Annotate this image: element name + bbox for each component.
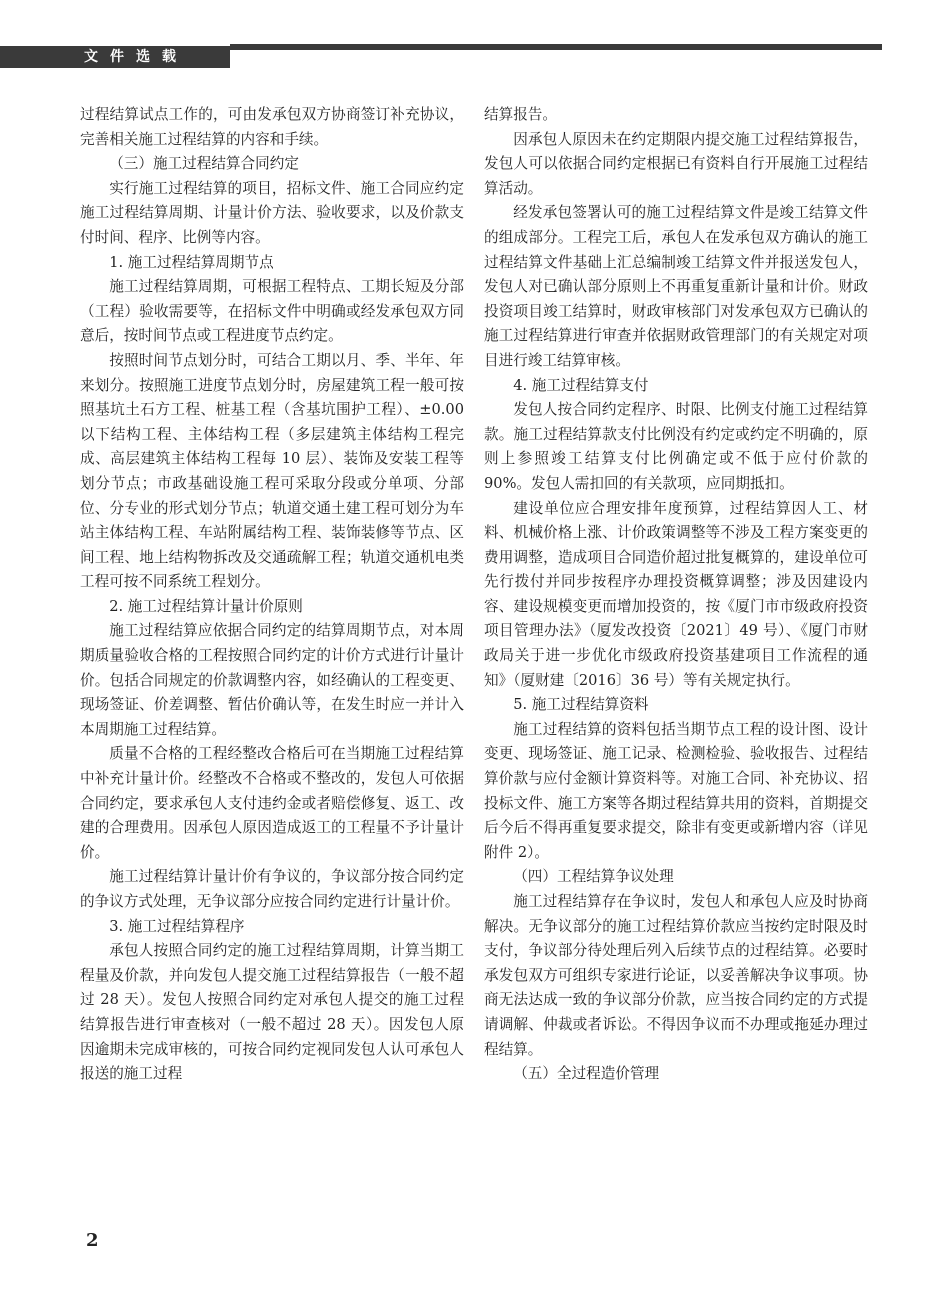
paragraph: 施工过程结算周期，可根据工程特点、工期长短及分部（工程）验收需要等，在招标文件中明确或经发承包双方同意后，按时间节点或工程进度节点约定。: [80, 278, 464, 345]
paragraph: 质量不合格的工程经整改合格后可在当期施工过程结算中补充计量计价。经整改不合格或不整改的，发包人可依据合同约定，要求承包人支付违约金或者赔偿修复、返工、改建的合理费用。因承包人原因造成返工的工程量不予计量计价。: [80, 745, 464, 861]
left-column: [80, 103, 464, 1087]
paragraph: 5. 施工过程结算资料: [513, 696, 649, 714]
header-rule: [230, 44, 882, 50]
paragraph: 发包人按合同约定程序、时限、比例支付施工过程结算款。施工过程结算款支付比例没有约定或约定不明确的，原则上参照竣工结算支付比例确定或不低于应付价款的 90%。发包人需扣回的有关款项，应同期抵扣。: [484, 401, 868, 492]
paragraph: 施工过程结算计量计价有争议的，争议部分按合同约定的争议方式处理，无争议部分应按合同约定进行计量计价。: [80, 868, 464, 910]
paragraph: 承包人按照合同约定的施工过程结算周期，计算当期工程量及价款，并向发包人提交施工过程结算报告（一般不超过 28 天）。发包人按照合同约定对承包人提交的施工过程结算报告进行审查核对（一般不超过 28 天）。因发包人原因逾期未完成审核的，可按合同约定视同发包人认可承包人报送的施工过程: [80, 942, 464, 1083]
paragraph: （四）工程结算争议处理: [513, 868, 674, 886]
paragraph: 建设单位应合理安排年度预算，过程结算因人工、材料、机械价格上涨、计价政策调整等不涉及工程方案变更的费用调整，造成项目合同造价超过批复概算的，建设单位可先行拨付并同步按程序办理投资概算调整；涉及因建设内容、建设规模变更而增加投资的，按《厦门市市级政府投资项目管理办法》（厦发改投资〔2021〕49 号）、《厦门市财政局关于进一步优化市级政府投资基建项目工作流程的通知》（厦财建〔2016〕36 号）等有关规定执行。: [484, 499, 868, 689]
paragraph: 过程结算试点工作的，可由发承包双方协商签订补充协议，完善相关施工过程结算的内容和手续。: [80, 106, 464, 148]
paragraph: （五）全过程造价管理: [513, 1065, 660, 1083]
paragraph: 3. 施工过程结算程序: [109, 917, 245, 935]
page-number: 2: [86, 1230, 99, 1251]
paragraph: 按照时间节点划分时，可结合工期以月、季、半年、年来划分。按照施工进度节点划分时，房屋建筑工程一般可按照基坑土石方工程、桩基工程（含基坑围护工程）、±0.00 以下结构工程、主体结构工程（多层建筑主体结构工程完成、高层建筑主体结构工程每 10 层）、装饰及安装工程等划分节点；市政基础设施工程可采取分段或分单项、分部位、分专业的形式划分节点；轨道交通土建工程可划分为车站主体结构工程、车站附属结构工程、装饰装修等节点、区间工程、地上结构物拆改及交通疏解工程；轨道交通机电类工程可按不同系统工程划分。: [80, 351, 464, 591]
paragraph: 实行施工过程结算的项目，招标文件、施工合同应约定施工过程结算周期、计量计价方法、验收要求，以及价款支付时间、程序、比例等内容。: [80, 179, 464, 246]
right-column: [484, 103, 868, 1087]
paragraph: 经发承包签署认可的施工过程结算文件是竣工结算文件的组成部分。工程完工后，承包人在发承包双方确认的施工过程结算文件基础上汇总编制竣工结算文件并报送发包人，发包人对已确认部分原则上不再重复重新计量和计价。财政投资项目竣工结算时，财政审核部门对发承包双方已确认的施工过程结算进行审查并依据财政管理部门的有关规定对项目进行竣工结算审核。: [484, 204, 868, 369]
paragraph: 2. 施工过程结算计量计价原则: [109, 597, 303, 615]
paragraph: 施工过程结算的资料包括当期节点工程的设计图、设计变更、现场签证、施工记录、检测检验、验收报告、过程结算价款与应付金额计算资料等。对施工合同、补充协议、招投标文件、施工方案等各期过程结算共用的资料，首期提交后今后不得再重复要求提交，除非有变更或新增内容（详见附件 2）。: [484, 720, 868, 861]
paragraph: 结算报告。: [484, 106, 557, 123]
paragraph: （三）施工过程结算合同约定: [109, 155, 299, 173]
paragraph: 因承包人原因未在约定期限内提交施工过程结算报告，发包人可以依据合同约定根据已有资料自行开展施工过程结算活动。: [484, 130, 868, 197]
paragraph: 施工过程结算应依据合同约定的结算周期节点，对本周期质量验收合格的工程按照合同约定的计价方式进行计量计价。包括合同规定的价款调整内容，如经确认的工程变更、现场签证、价差调整、暂估价确认等，在发生时应一并计入本周期施工过程结算。: [80, 622, 464, 738]
paragraph: 1. 施工过程结算周期节点: [109, 253, 274, 271]
section-label: 文件选载: [84, 49, 188, 65]
paragraph: 施工过程结算存在争议时，发包人和承包人应及时协商解决。无争议部分的施工过程结算价款应当按约定时限及时支付，争议部分待处理后列入后续节点的过程结算。必要时承发包双方可组织专家进行论证，以妥善解决争议事项。协商无法达成一致的争议部分价款，应当按合同约定的方式提请调解、仲裁或者诉讼。不得因争议而不办理或拖延办理过程结算。: [484, 893, 868, 1058]
paragraph: 4. 施工过程结算支付: [513, 376, 649, 394]
